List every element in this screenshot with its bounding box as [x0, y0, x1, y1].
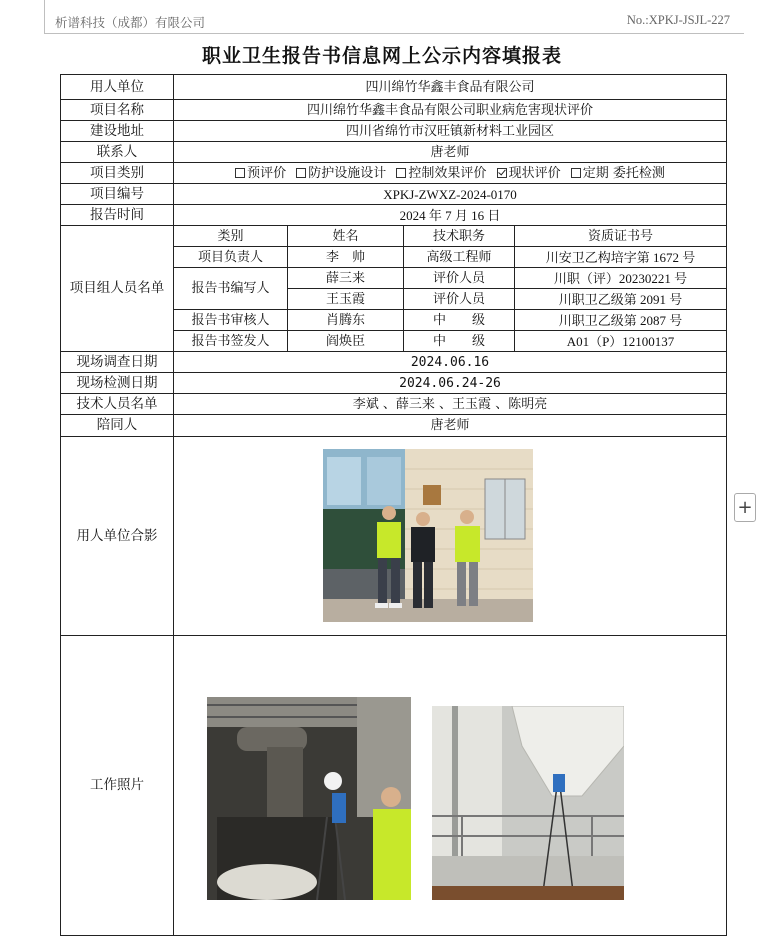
- category-option-control[interactable]: 控制效果评价: [396, 166, 486, 181]
- group-photo-label: 用人单位合影: [61, 437, 174, 636]
- group-photo: [323, 449, 533, 622]
- team-title: 评价人员: [404, 268, 515, 289]
- team-header-title: 技术职务: [404, 226, 515, 247]
- add-button[interactable]: +: [734, 493, 756, 522]
- checkbox-icon: [296, 168, 306, 178]
- companion-value: 唐老师: [174, 415, 727, 437]
- project-name-label: 项目名称: [61, 100, 174, 121]
- team-title: 高级工程师: [404, 247, 515, 268]
- project-name-value: 四川绵竹华鑫丰食品有限公司职业病危害现状评价: [174, 100, 727, 121]
- team-role: 报告书审核人: [174, 310, 288, 331]
- header-doc-number: No.:XPKJ-JSJL-227: [626, 13, 730, 27]
- team-cert: 川职卫乙级第 2091 号: [515, 289, 727, 310]
- team-name: 肖腾东: [288, 310, 404, 331]
- team-name: 王玉霞: [288, 289, 404, 310]
- report-time-label: 报告时间: [61, 205, 174, 226]
- team-cert: 川职卫乙级第 2087 号: [515, 310, 727, 331]
- technicians-label: 技术人员名单: [61, 394, 174, 415]
- checkbox-icon: [396, 168, 406, 178]
- team-title: 中 级: [404, 331, 515, 352]
- work-photo-2: [432, 706, 624, 900]
- team-header-cert: 资质证书号: [515, 226, 727, 247]
- report-time-value: 2024 年 7 月 16 日: [174, 205, 727, 226]
- category-options: [174, 163, 727, 184]
- address-value: 四川省绵竹市汉旺镇新材料工业园区: [174, 121, 727, 142]
- category-option-periodic[interactable]: 定期 委托检测: [571, 166, 665, 181]
- team-name: 李 帅: [288, 247, 404, 268]
- team-cert: 川安卫乙构培字第 1672 号: [515, 247, 727, 268]
- project-no-value: XPKJ-ZWXZ-2024-0170: [174, 184, 727, 205]
- team-role: 报告书编写人: [174, 268, 288, 310]
- header-company: 析谱科技（成都）有限公司: [55, 15, 206, 30]
- team-label: 项目组人员名单: [61, 226, 174, 352]
- test-date-value: 2024.06.24-26: [174, 373, 727, 394]
- contact-value: 唐老师: [174, 142, 727, 163]
- category-option-current[interactable]: 现状评价: [497, 166, 561, 181]
- survey-date-value: 2024.06.16: [174, 352, 727, 373]
- team-title: 中 级: [404, 310, 515, 331]
- team-header-name: 姓名: [288, 226, 404, 247]
- contact-label: 联系人: [61, 142, 174, 163]
- team-cert: 川职（评）20230221 号: [515, 268, 727, 289]
- project-no-label: 项目编号: [61, 184, 174, 205]
- work-photos-label: 工作照片: [61, 636, 174, 936]
- test-date-label: 现场检测日期: [61, 373, 174, 394]
- team-role: 报告书签发人: [174, 331, 288, 352]
- employer-value: 四川绵竹华鑫丰食品有限公司: [174, 75, 727, 100]
- team-header-role: 类别: [174, 226, 288, 247]
- companion-label: 陪同人: [61, 415, 174, 437]
- header-margin-line: [44, 0, 45, 34]
- checkbox-icon: [571, 168, 581, 178]
- employer-label: 用人单位: [61, 75, 174, 100]
- header-rule: [44, 33, 744, 34]
- checkbox-checked-icon: [497, 168, 507, 178]
- checkbox-icon: [235, 168, 245, 178]
- survey-date-label: 现场调查日期: [61, 352, 174, 373]
- team-cert: A01（P）12100137: [515, 331, 727, 352]
- category-label: 项目类别: [61, 163, 174, 184]
- team-name: 薛三来: [288, 268, 404, 289]
- page-title: 职业卫生报告书信息网上公示内容填报表: [201, 45, 562, 67]
- address-label: 建设地址: [61, 121, 174, 142]
- team-name: 阎焕臣: [288, 331, 404, 352]
- team-role: 项目负责人: [174, 247, 288, 268]
- technicians-value: 李斌 、薛三来 、王玉霞 、陈明亮: [174, 394, 727, 415]
- category-option-protection[interactable]: 防护设施设计: [296, 166, 386, 181]
- category-option-pre[interactable]: 预评价: [235, 166, 286, 181]
- team-title: 评价人员: [404, 289, 515, 310]
- work-photo-1: [207, 697, 411, 900]
